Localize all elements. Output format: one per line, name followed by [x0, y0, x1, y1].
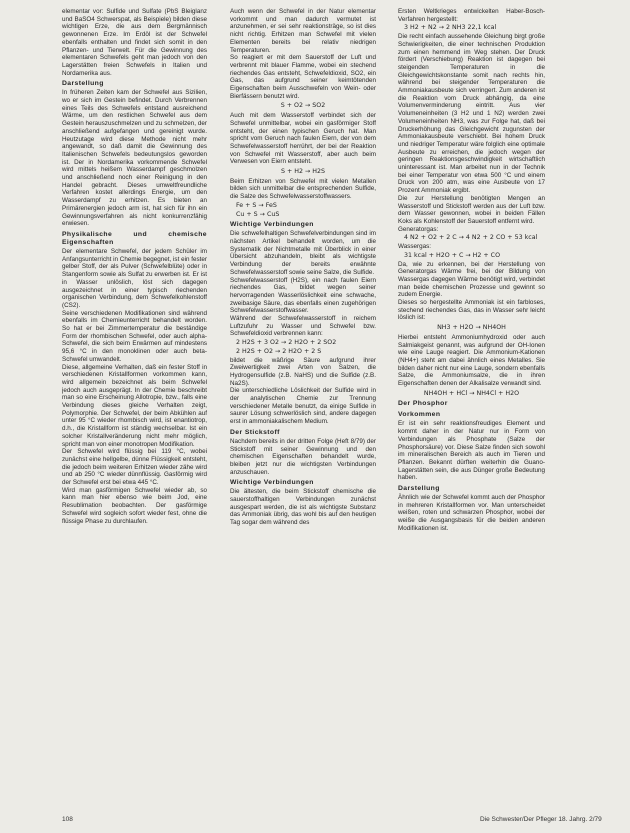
section-heading: Der Stickstoff — [230, 428, 280, 436]
paragraph: Hierbei entsteht Ammoniumhydroxid oder auch Salmiakgeist genannt, was aufgrund der OH-Ionen wie eine Lauge reagiert. Die Ammonium-Kationen (NH4+) steht am dabei ähnlich eines Metalles. Sie bilden daher nicht nur eine Lauge, sondern ebenfalls Salze, die Ammoniumsalze, die in ihren Eigenschaften denen der Alkalisalze verwandt sind. — [398, 333, 545, 388]
paragraph: Während der Schwefelwasserstoff in reichem Luftzufuhr zu Wasser und Schwefel bzw. Schwefeldioxid verbrennen kann: — [230, 315, 376, 338]
section-heading: Darstellung — [398, 485, 440, 493]
paragraph: So reagiert er mit dem Sauerstoff der Luft und verbrennt mit blauer Flamme, wobei ein stechend riechendes Gas entsteht, Schwefeldioxid, SO2, ein Gas, das aufgrund seiner keimtötenden Eigenschaften beim Ausschwefeln von Wein- oder Bierfässern benutzt wird. — [230, 54, 376, 100]
paragraph: Generatorgas: — [398, 225, 439, 233]
section-heading: Wichtige Verbindungen — [230, 479, 314, 487]
section-heading: Wichtige Verbindungen — [230, 221, 314, 229]
equation: 3 H2 + N2 → 2 NH3 22,1 kcal — [404, 24, 497, 32]
equation: 4 N2 + O2 + 2 C → 4 N2 + 2 CO + 53 kcal — [404, 234, 538, 242]
paragraph: Die zur Herstellung benötigten Mengen an Wasserstoff und Stickstoff werden aus der Luft bzw. dem Wasser gewonnen, wobei in beiden Fällen Koks als Kohlenstoff der Sauerstoff entfernt wird. — [398, 194, 545, 225]
paragraph: Die unterschiedliche Löslichkeit der Sulfide wird in der analytischen Chemie zur Trennung verschiedener Metalle benutzt, da einige Sulfide in saurer Lösung schwerlöslich sind, andere dagegen erst in ammoniakalischem Medium. — [230, 387, 376, 426]
paragraph: Seine verschiedenen Modifikationen sind während ebenfalls im Chemieunterricht behandelt worden. So hat er bei Zimmertemperatur die beständige Form der rhombischen Schwefel, oder auch alpha-Schwefel, die sich beim Erwärmen auf mindestens 95,6 °C in den monoklinen oder auch beta-Schwefel umwandelt. — [62, 309, 207, 363]
equation: Fe + S → FeS — [236, 201, 277, 209]
equation: NH4OH + HCl → NH4Cl + H2O — [423, 389, 520, 397]
paragraph: elementar vor: Sulfide und Sulfate (PbS Bleiglanz und BaSO4 Schwerspat, als Beispiele) bilden diese wichtigen Erze, die aus dem Bergmännisch gewonnenen Erze. Im Erdöl ist der Schwefel ebenfalls enthalten und findet sich somit in den Pflanzen- und Tierwelt. Für die Gewinnung des elementaren Schwefels geht man jedoch von den Lagerstätten freien Schwefels in Italien und Nordamerika aus. — [62, 8, 207, 77]
equation: 2 H2S + O2 → 2 H2O + 2 S — [236, 347, 322, 355]
paragraph: Dieses so hergestellte Ammoniak ist ein farbloses, stechend riechendes Gas, das in Wasser sehr leicht löslich ist: — [398, 299, 545, 322]
equation: 2 H2S + 3 O2 → 2 H2O + 2 SO2 — [236, 339, 337, 347]
equation: Cu + S → CuS — [236, 210, 280, 218]
paragraph: Ersten Weltkrieges entwickelten Haber-Bosch-Verfahren hergestellt: — [398, 8, 545, 23]
paragraph: Wassergas: — [398, 243, 432, 251]
paragraph: bildet die wäßrige Säure aufgrund ihrer Zweiwertigkeit zwei Arten von Salzen, die Hydrogensulfide (z.B. NaHS) und die Sulfide (z.B. Na2S). — [230, 356, 376, 387]
paragraph: Die recht einfach aussehende Gleichung birgt große Schwierigkeiten, die einer technischen Produktion zum einen hemmend im Weg stehen. Der Druck fördert (Verschiebung) Reaktion ist dagegen bei steigenden Temperaturen in die Gleichgewichtskonstante somit nach rechts hin, während bei steigender Temperaturen die Ammoniakausbeute sich verringert. Zum anderen ist die Reaktion vom Druck abhängig, da eine Volumenverminderung eintritt. Aus vier Volumeneinheiten (3 H2 und 1 N2) werden zwei Volumeneinheiten NH3, was zur Folge hat, daß bei Druckerhöhung das Gleichgewicht zugunsten der Ammoniakausbeute verschiebt. Bei hohem Druck und niedriger Temperatur wäre folglich eine optimale Ausbeute zu erreichen, die jedoch wegen der geringen Reaktionsgeschwindigkeit wirtschaftlich uninteressant ist. Man arbeitet nun in der Technik bei einer Temperatur von etwa 500 °C und einem Druck von 200 atm, was eine Ausbeute von 17 Prozent Ammoniak ergibt. — [398, 33, 545, 195]
equation: 31 kcal + H2O + C → H2 + CO — [404, 251, 501, 259]
section-heading: Vorkommen — [398, 411, 441, 419]
paragraph: Wird man gasförmigen Schwefel wieder ab, so kann man hier ebenso wie beim Jod, eine Resublimation beobachten. Der gasförmige Schwefel wird sogleich sofort wieder fest, ohne die flüssige Phase zu durchlaufen. — [62, 486, 207, 525]
text-column-2 — [230, 8, 376, 808]
page-number: 108 — [62, 816, 73, 823]
paragraph: Da, wie zu erkennen, bei der Herstellung von Generatorgas Wärme frei, bei der Bildung von Wassergas dagegen Wärme benötigt wird, verbindet man beide chemischen Prozesse und gewinnt so zudem Energie. — [398, 260, 545, 299]
paragraph: Die schwefelhaltigen Schwefelverbindungen sind im nächsten Artikel behandelt worden, um die Systematik der Nichtmetalle mit Überblick in einer Übersicht abzuhandeln, bleibt als wichtigste Verbindung der bereits erwähnte Schwefelwasserstoff sowie seine Salze, die Sulfide. — [230, 230, 376, 276]
paragraph: Auch wenn der Schwefel in der Natur elementar vorkommt und man dadurch vermutet ist anzunehmen, er sei sehr reaktionsträge, so ist dies nicht richtig. Erhitzen man Schwefel mit vielen Elementen bereits bei relativ niedrigen Temperaturen. — [230, 8, 376, 54]
paragraph: In früheren Zeiten kam der Schwefel aus Sizilien, wo er sich im Gestein befindet. Durch Verbrennen eines Teils des Schwefels entstand ausreichend Wärme, um den restlichen Schwefel aus dem Gestein herauszuschmelzen und zu schmelzen, der anschließend aufgefangen und gereinigt wurde. Heutzutage wird diese Methode nicht mehr angewandt, so daß damit die Gewinnung des Italienischen Schwefels bedeutungslos geworden ist. Der in Nordamerika vorkommende Schwefel wird mittels heißem Wasserdampf geschmolzen und anschließend noch einer Reinigung in den Handel gebracht. Dieses umweltfreundliche Verfahren kostet allerdings Energie, um den Wasserdampf zu erhitzen. Es bieten an Primärenergien jedoch arm ist, hat sich für ihn ein Gewinnungsverfahren als nicht konkurrenzfähig erwiesen. — [62, 89, 207, 228]
equation: S + H2 → H2S — [280, 168, 326, 176]
paragraph: Schwefelwasserstoff (H2S), ein nach faulen Eiern riechendes Gas, bildet wegen seiner hervorragenden Wasserlöslichkeit eine schwache, zweibasige Säure, das ebenfalls einen zugehörigen Schwefelwasserstoffwasser. — [230, 276, 376, 315]
paragraph: Ähnlich wie der Schwefel kommt auch der Phosphor in mehreren Kristallformen vor. Man unterscheidet weißen, roten und schwarzen Phosphor, wobei der weiße die Ausgangsbasis für die beiden anderen Modifikationen ist. — [398, 494, 545, 532]
text-column-1 — [62, 8, 207, 808]
paragraph: Beim Erhitzen von Schwefel mit vielen Metallen bilden sich unmittelbar die entsprechenden Sulfide, die Salze des Schwefelwasserstoffwassers. — [230, 177, 376, 201]
publication-source: Die Schwester/Der Pfleger 18. Jahrg. 2/79 — [480, 816, 602, 823]
paragraph: Auch mit dem Wasserstoff verbindet sich der Schwefel unmittelbar, wobei ein gasförmiger Stoff entsteht, der einen typischen Geruch hat. Man spricht vom Geruch nach faulen Eiern, der von dem Schwefelwasserstoff herrührt, der bei der Reaktion von Schwefel mit Wasserstoff, aber auch beim Verwesen von Eiern entsteht. — [230, 112, 376, 166]
paragraph: Der elementare Schwefel, der jedem Schüler im Anfangsunterricht in Chemie begegnet, ist ein fester gelber Stoff, der als Pulver (Schwefelblüte) oder in Stangenform sowie als Sulfat zu erwerben ist. Er ist in Wasser unlöslich, löst sich dagegen ausgezeichnet in einer typisch riechenden organischen Verbindung, dem Schwefelkohlenstoff (CS2). — [62, 247, 207, 309]
paragraph: Die ältesten, die beim Stickstoff chemische die sauerstoffhaltigen Verbindungen zunächst ausgespart werden, die ist als wichtigste Substanz das Ammoniak übrig, das wohl bis auf den heutigen Tag sogar dem während des — [230, 488, 376, 527]
equation: S + O2 → SO2 — [280, 102, 326, 110]
section-heading: Der Phosphor — [398, 400, 448, 408]
paragraph: Der Schwefel wird flüssig bei 119 °C, wobei zunächst eine hellgelbe, dünne Flüssigkeit entsteht, die jedoch beim weiteren Erhitzen wieder zähe wird und ab 250 °C wieder dünnflüssig. Gasförmig wird der Schwefel erst bei etwa 445 °C. — [62, 448, 207, 487]
paragraph: Er ist ein sehr reaktionsfreudiges Element und kommt daher in der Natur nur in Form von Verbindungen als Phosphate (Salze der Phosphorsäure) vor. Diese Salze finden sich sowohl im mineralischen Bereich als auch im Tieren und Pflanzen. Bekannt dürften weiterhin die Guano-Lagerstätten sein, die aus Dünger große Bedeutung haben. — [398, 420, 545, 482]
section-heading: Darstellung — [62, 80, 104, 88]
section-heading: Physikalische und chemische Eigenschaften — [62, 230, 207, 246]
paragraph: Nachdem bereits in der dritten Folge (Heft 8/79) der Stickstoff mit seiner Gewinnung und den chemischen Eigenschaften behandelt wurde, bleiben jetzt nur die wichtigsten Verbindungen anzuschauen. — [230, 437, 376, 476]
paragraph: Diese, allgemeine Verhalten, daß ein fester Stoff in verschiedenen Kristallformen vorkommen kann, wird allgemein bezeichnet als beim Schwefel jedoch auch ausgeprägt. In der Chemie beschreibt man so eine Erscheinung Allotropie, bzw., falls eine Verbindung dieses gleiche Verhalten zeigt, Polymorphie. Der Schwefel, der beim Abkühlen auf unter 95 °C wieder rhombisch wird, ist enantiotrop, d.h., die Kristallform ist ständig wechselbar. Ist ein solcher Kristallveränderung nicht mehr möglich, spricht man von einer monotropen Modifikation. — [62, 363, 207, 448]
text-column-3 — [398, 8, 545, 808]
equation: NH3 + H2O → NH4OH — [437, 324, 506, 332]
